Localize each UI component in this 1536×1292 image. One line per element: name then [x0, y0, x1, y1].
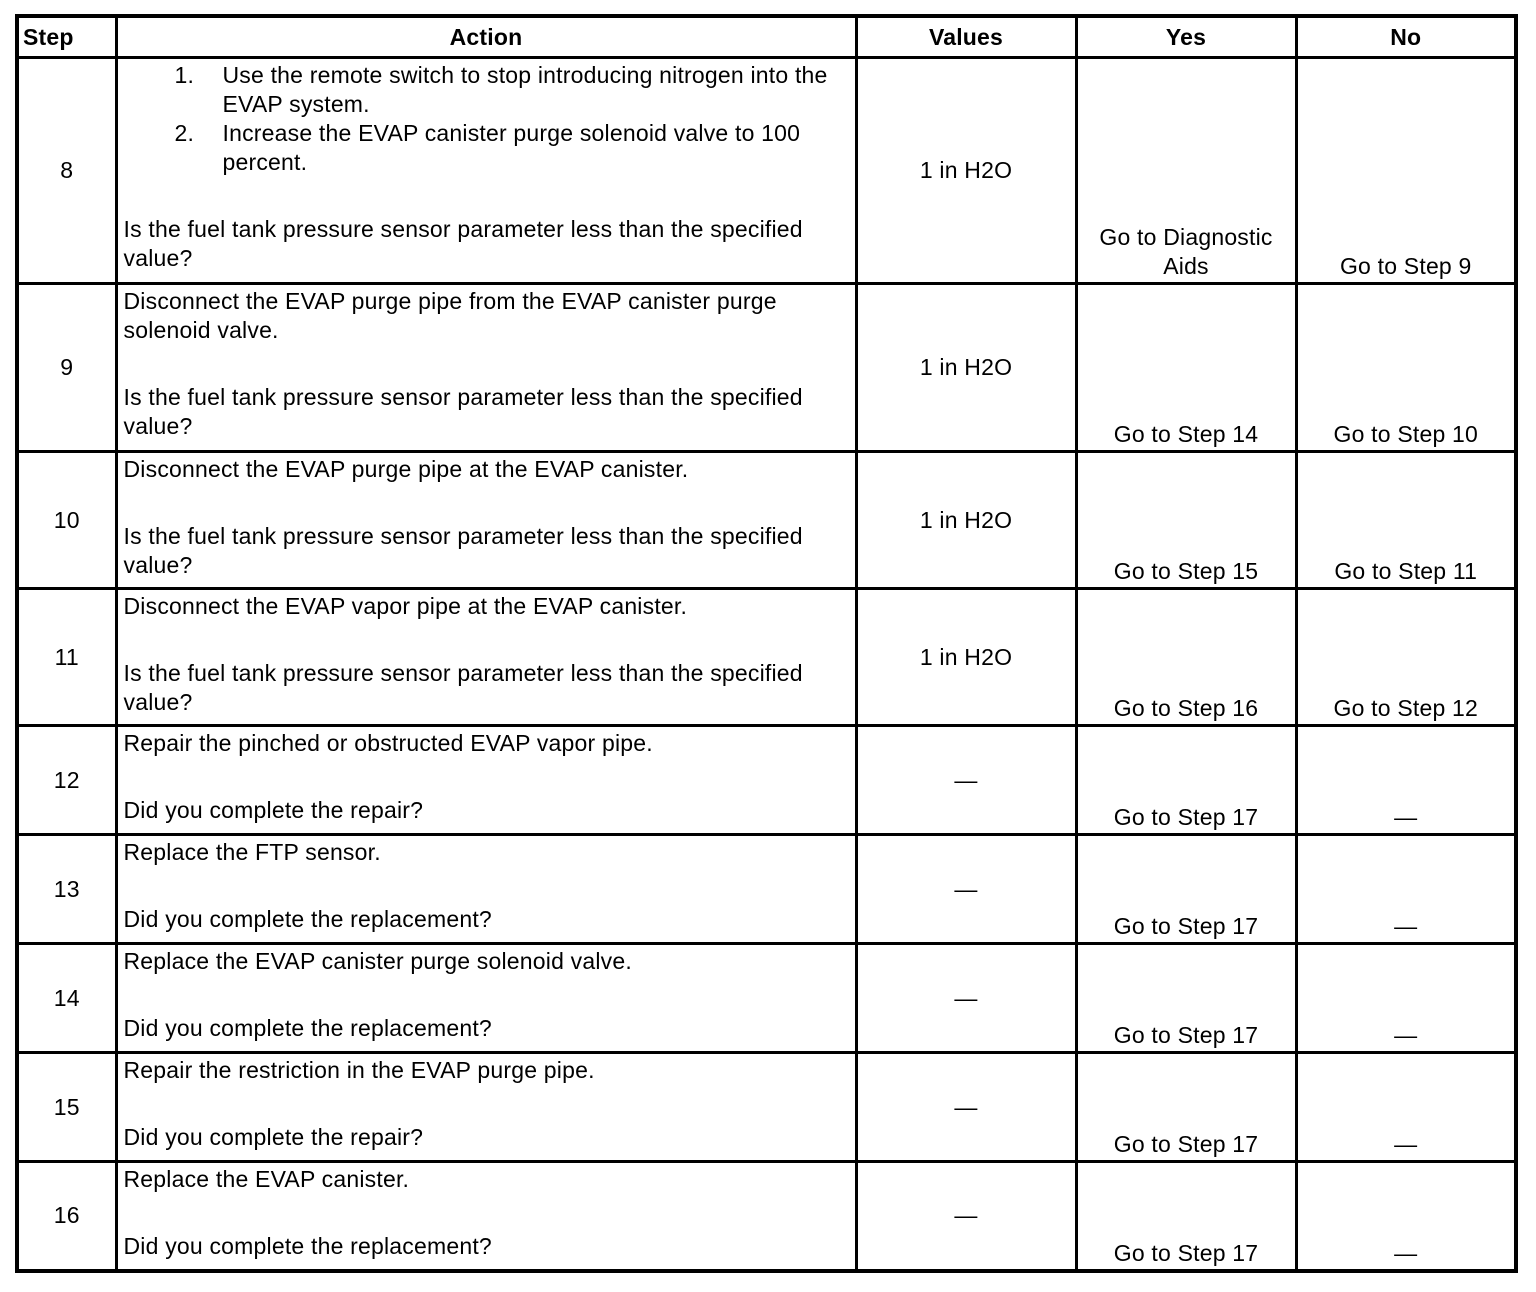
yes-cell: Go to Step 17 [1076, 1162, 1296, 1271]
action-cell [116, 284, 856, 452]
yes-cell: Go to Step 17 [1076, 1053, 1296, 1162]
action-text: Replace the EVAP canister purge solenoid valve. [123, 948, 632, 974]
question-text: Did you complete the repair? [123, 1124, 424, 1150]
action-text: Replace the EVAP canister. [123, 1166, 410, 1192]
action-text: Replace the FTP sensor. [123, 839, 381, 865]
substep-text: Increase the EVAP canister purge solenoid valve to 100 percent. [222, 120, 801, 175]
table-row [17, 1053, 1516, 1162]
yes-cell: Go to Diagnostic Aids [1076, 58, 1296, 284]
action-cell [116, 835, 856, 944]
step-number: 15 [17, 1053, 116, 1162]
table-row [17, 944, 1516, 1053]
step-number: 12 [17, 726, 116, 835]
value-cell: — [856, 944, 1076, 1053]
question-text: Did you complete the repair? [123, 797, 424, 823]
substep-item [124, 119, 849, 177]
question-text: Is the fuel tank pressure sensor parameter less than the specified value? [123, 384, 803, 439]
no-cell: — [1296, 944, 1516, 1053]
action-text: Repair the restriction in the EVAP purge pipe. [123, 1057, 595, 1083]
yes-cell: Go to Step 17 [1076, 835, 1296, 944]
value-cell: — [856, 1162, 1076, 1271]
question-text: Is the fuel tank pressure sensor parameter less than the specified value? [123, 660, 803, 715]
step-number: 10 [17, 452, 116, 589]
action-cell [116, 944, 856, 1053]
no-cell: Go to Step 9 [1296, 58, 1516, 284]
substep-number: 1. [174, 62, 195, 88]
table-header-row [17, 16, 1516, 58]
step-number: 8 [17, 58, 116, 284]
action-cell [116, 726, 856, 835]
action-text: Repair the pinched or obstructed EVAP vapor pipe. [123, 730, 653, 756]
action-cell [116, 589, 856, 726]
yes-cell: Go to Step 15 [1076, 452, 1296, 589]
table-row [17, 1162, 1516, 1271]
header-step: Step [17, 16, 116, 58]
value-cell: — [856, 726, 1076, 835]
table-row [17, 58, 1516, 284]
value-cell: 1 in H2O [856, 284, 1076, 452]
table-row [17, 835, 1516, 944]
no-cell: — [1296, 726, 1516, 835]
header-yes: Yes [1076, 16, 1296, 58]
action-cell [116, 58, 856, 284]
yes-cell: Go to Step 17 [1076, 944, 1296, 1053]
question-text: Is the fuel tank pressure sensor parameter less than the specified value? [123, 523, 803, 578]
no-cell: — [1296, 835, 1516, 944]
step-number: 9 [17, 284, 116, 452]
question-text: Did you complete the replacement? [123, 906, 492, 932]
action-cell [116, 1053, 856, 1162]
substep-number: 2. [174, 120, 195, 146]
substep-item [124, 61, 849, 119]
value-cell: 1 in H2O [856, 452, 1076, 589]
step-number: 11 [17, 589, 116, 726]
no-cell: Go to Step 10 [1296, 284, 1516, 452]
yes-cell: Go to Step 14 [1076, 284, 1296, 452]
substep-list [124, 61, 849, 177]
value-cell: 1 in H2O [856, 58, 1076, 284]
table-row [17, 589, 1516, 726]
action-cell [116, 1162, 856, 1271]
table-row [17, 452, 1516, 589]
step-number: 16 [17, 1162, 116, 1271]
question-text: Is the fuel tank pressure sensor parameter less than the specified value? [123, 216, 803, 271]
value-cell: — [856, 1053, 1076, 1162]
header-action: Action [116, 16, 856, 58]
question-text: Did you complete the replacement? [123, 1233, 492, 1259]
substep-text: Use the remote switch to stop introducing nitrogen into the EVAP system. [222, 62, 828, 117]
diagnostic-table [15, 14, 1518, 1273]
action-text: Disconnect the EVAP purge pipe from the EVAP canister purge solenoid valve. [123, 288, 777, 343]
no-cell: — [1296, 1053, 1516, 1162]
no-cell: Go to Step 12 [1296, 589, 1516, 726]
step-number: 13 [17, 835, 116, 944]
header-no: No [1296, 16, 1516, 58]
table-row [17, 284, 1516, 452]
action-cell [116, 452, 856, 589]
header-values: Values [856, 16, 1076, 58]
table-row [17, 726, 1516, 835]
step-number: 14 [17, 944, 116, 1053]
no-cell: — [1296, 1162, 1516, 1271]
action-text: Disconnect the EVAP purge pipe at the EVAP canister. [123, 456, 689, 482]
question-text: Did you complete the replacement? [123, 1015, 492, 1041]
yes-cell: Go to Step 17 [1076, 726, 1296, 835]
yes-cell: Go to Step 16 [1076, 589, 1296, 726]
no-cell: Go to Step 11 [1296, 452, 1516, 589]
value-cell: — [856, 835, 1076, 944]
value-cell: 1 in H2O [856, 589, 1076, 726]
action-text: Disconnect the EVAP vapor pipe at the EVAP canister. [123, 593, 688, 619]
